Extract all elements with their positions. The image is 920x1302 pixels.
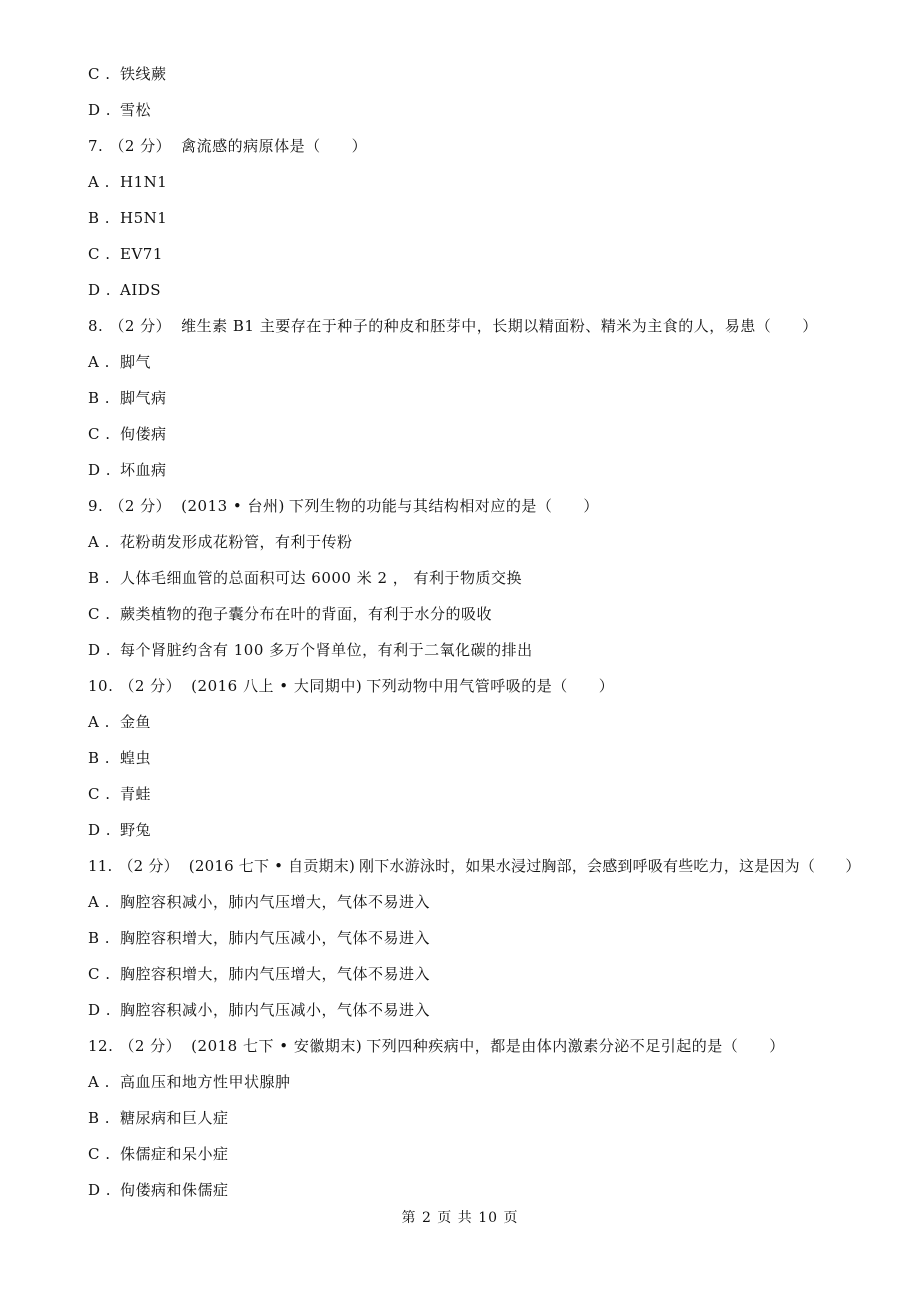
option-line xyxy=(88,928,430,948)
option-letter: A . xyxy=(88,713,110,731)
option-letter: D . xyxy=(88,821,112,839)
question-text: 下列生物的功能与其结构相对应的是（ ） xyxy=(288,497,599,515)
option-letter: C . xyxy=(88,1145,111,1163)
option-letter: C . xyxy=(88,245,111,263)
question-source: (2016 七下 • 自贡期末) xyxy=(188,857,356,875)
question-line xyxy=(88,856,861,876)
question-score: （2 分） xyxy=(118,857,179,875)
option-letter: C . xyxy=(88,785,111,803)
option-line xyxy=(88,820,151,840)
question-source: (2018 七下 • 安徽期末) xyxy=(191,1037,363,1055)
question-score: （2 分） xyxy=(109,317,172,335)
option-text: EV71 xyxy=(120,245,163,263)
option-line xyxy=(88,1000,430,1020)
option-letter: B . xyxy=(88,1109,111,1127)
option-letter: A . xyxy=(88,173,110,191)
question-text: 刚下水游泳时，如果水浸过胸部，会感到呼吸有些吃力，这是因为（ ） xyxy=(359,857,861,875)
option-text: 侏儒症和呆小症 xyxy=(120,1145,229,1163)
option-text: 野兔 xyxy=(120,821,152,839)
question-line xyxy=(88,316,818,336)
question-number: 10. xyxy=(88,677,114,695)
question-source: (2016 八上 • 大同期中) xyxy=(191,677,363,695)
option-line xyxy=(88,208,167,228)
option-text: 佝偻病和侏儒症 xyxy=(120,1181,229,1199)
question-line xyxy=(88,1036,785,1056)
option-text: 坏血病 xyxy=(120,461,167,479)
option-text: 高血压和地方性甲状腺肿 xyxy=(120,1073,291,1091)
option-text: 脚气 xyxy=(120,353,152,371)
question-text: 禽流感的病原体是（ ） xyxy=(181,137,368,155)
option-line xyxy=(88,568,522,588)
question-line xyxy=(88,496,599,516)
option-letter: A . xyxy=(88,353,110,371)
option-line xyxy=(88,640,533,660)
option-letter: D . xyxy=(88,1181,112,1199)
option-line xyxy=(88,460,167,480)
option-line xyxy=(88,1072,291,1092)
option-letter: A . xyxy=(88,533,110,551)
option-text: H5N1 xyxy=(120,209,168,227)
question-text: 下列动物中用气管呼吸的是（ ） xyxy=(366,677,615,695)
option-text: 糖尿病和巨人症 xyxy=(120,1109,229,1127)
option-text: AIDS xyxy=(120,281,162,299)
option-line xyxy=(88,172,167,192)
option-line xyxy=(88,1180,229,1200)
option-line xyxy=(88,892,430,912)
option-line xyxy=(88,964,430,984)
question-score: （2 分） xyxy=(109,137,172,155)
option-line xyxy=(88,748,151,768)
question-number: 11. xyxy=(88,857,113,875)
question-text: 维生素 B1 主要存在于种子的种皮和胚芽中，长期以精面粉、精米为主食的人，易患（ ） xyxy=(181,317,818,335)
option-line xyxy=(88,424,167,444)
option-letter: D . xyxy=(88,281,112,299)
option-letter: D . xyxy=(88,1001,112,1019)
question-line xyxy=(88,136,367,156)
option-letter: C . xyxy=(88,425,111,443)
option-text: 铁线蕨 xyxy=(120,65,167,83)
question-text: 下列四种疾病中，都是由体内激素分泌不足引起的是（ ） xyxy=(366,1037,785,1055)
question-number: 8. xyxy=(88,317,104,335)
option-letter: C . xyxy=(88,965,111,983)
option-letter: B . xyxy=(88,569,111,587)
option-letter: D . xyxy=(88,641,112,659)
option-letter: C . xyxy=(88,605,111,623)
option-text: 蝗虫 xyxy=(120,749,152,767)
option-letter: A . xyxy=(88,893,110,911)
option-line xyxy=(88,1144,229,1164)
option-text: H1N1 xyxy=(120,173,168,191)
option-letter: B . xyxy=(88,749,111,767)
option-text: 佝偻病 xyxy=(120,425,167,443)
option-text: 胸腔容积减小，肺内气压增大，气体不易进入 xyxy=(120,893,431,911)
option-letter: B . xyxy=(88,209,111,227)
question-number: 12. xyxy=(88,1037,114,1055)
question-number: 9. xyxy=(88,497,104,515)
option-line xyxy=(88,1108,229,1128)
option-line xyxy=(88,604,492,624)
option-line xyxy=(88,352,151,372)
option-text: 脚气病 xyxy=(120,389,167,407)
option-text: 胸腔容积增大，肺内气压减小，气体不易进入 xyxy=(120,929,431,947)
option-letter: D . xyxy=(88,101,112,119)
option-letter: B . xyxy=(88,929,111,947)
question-score: （2 分） xyxy=(119,1037,182,1055)
option-line xyxy=(88,244,163,264)
option-text: 人体毛细血管的总面积可达 6000 米 2 ， 有利于物质交换 xyxy=(120,569,523,587)
option-text: 青蛙 xyxy=(120,785,152,803)
option-letter: A . xyxy=(88,1073,110,1091)
option-line xyxy=(88,280,161,300)
option-line xyxy=(88,388,167,408)
option-text: 胸腔容积减小，肺内气压减小，气体不易进入 xyxy=(120,1001,431,1019)
question-number: 7. xyxy=(88,137,104,155)
option-text: 花粉萌发形成花粉管，有利于传粉 xyxy=(120,533,353,551)
option-line xyxy=(88,64,167,84)
option-line xyxy=(88,100,151,120)
question-score: （2 分） xyxy=(119,677,182,695)
option-text: 胸腔容积增大，肺内气压增大，气体不易进入 xyxy=(120,965,431,983)
option-letter: B . xyxy=(88,389,111,407)
question-source: (2013 • 台州) xyxy=(181,497,285,515)
option-text: 雪松 xyxy=(120,101,152,119)
option-letter: C . xyxy=(88,65,111,83)
question-score: （2 分） xyxy=(109,497,172,515)
option-line xyxy=(88,784,151,804)
question-line xyxy=(88,676,614,696)
option-letter: D . xyxy=(88,461,112,479)
page-footer: 第 2 页 共 10 页 xyxy=(401,1210,519,1226)
option-line xyxy=(88,712,151,732)
option-text: 蕨类植物的孢子囊分布在叶的背面，有利于水分的吸收 xyxy=(120,605,493,623)
option-line xyxy=(88,532,353,552)
option-text: 金鱼 xyxy=(120,713,152,731)
option-text: 每个肾脏约含有 100 多万个肾单位，有利于二氧化碳的排出 xyxy=(120,641,533,659)
